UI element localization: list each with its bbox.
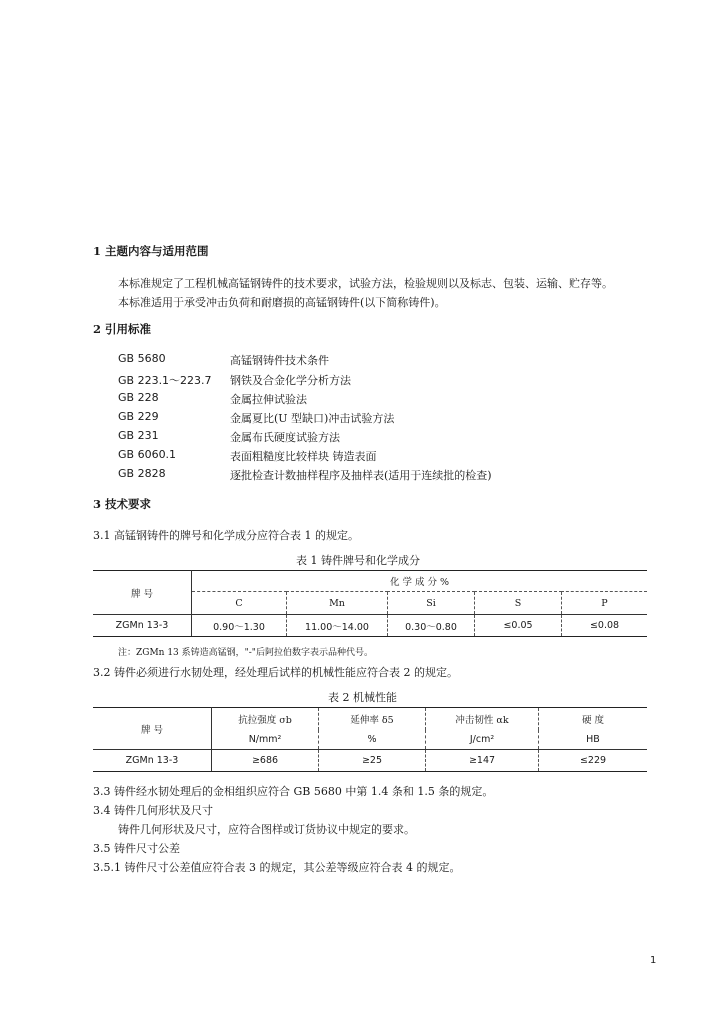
ref-code: GB 2828	[118, 467, 166, 480]
ref-code: GB 229	[118, 410, 159, 423]
page-number: 1	[650, 955, 657, 966]
table-2-unit: N/mm²	[212, 730, 319, 750]
clause-3-2: 3.2 铸件必须进行水韧处理，经处理后试样的机械性能应符合表 2 的规定。	[93, 666, 458, 679]
table-2-col-header: 硬 度	[539, 708, 648, 730]
table-2-unit: %	[319, 730, 426, 750]
ref-code: GB 223.1～223.7	[118, 374, 212, 387]
section-3-heading: 3 技术要求	[93, 497, 152, 511]
ref-code: GB 6060.1	[118, 448, 177, 461]
table-1-col-header: Si	[388, 592, 475, 615]
table-1-cell: 11.00～14.00	[287, 615, 388, 637]
table-1-col-header: S	[475, 592, 562, 615]
section-1-heading: 1 主题内容与适用范围	[93, 244, 209, 258]
table-2-caption: 表 2 机械性能	[328, 691, 397, 704]
ref-code: GB 228	[118, 391, 159, 404]
ref-title: 表面粗糙度比较样块 铸造表面	[230, 450, 377, 463]
table-1-group-header: 化 学 成 分 %	[192, 571, 648, 592]
table-2-unit: HB	[539, 730, 648, 750]
table-2-unit: J/cm²	[426, 730, 539, 750]
ref-title: 高锰钢铸件技术条件	[230, 354, 329, 367]
table-2	[93, 707, 647, 772]
ref-code: GB 231	[118, 429, 159, 442]
table-1-cell: ≤0.08	[562, 615, 648, 637]
section-1-paragraph-2: 本标准适用于承受冲击负荷和耐磨损的高锰钢铸件(以下简称铸件)。	[118, 296, 446, 309]
table-1-col-header: P	[562, 592, 648, 615]
section-2-heading: 2 引用标准	[93, 322, 152, 336]
table-1-col-header: C	[192, 592, 287, 615]
ref-title: 逐批检查计数抽样程序及抽样表(适用于连续批的检查)	[230, 469, 492, 482]
table-2-cell: ≥147	[426, 750, 539, 772]
table-1-grade-header: 牌 号	[93, 571, 192, 615]
ref-title: 金属拉伸试验法	[230, 393, 307, 406]
table-1	[93, 570, 647, 637]
table-1-cell: ≤0.05	[475, 615, 562, 637]
ref-title: 钢铁及合金化学分析方法	[230, 374, 351, 387]
table-2-col-header: 延伸率 δ5	[319, 708, 426, 730]
table-1-col-header: Mn	[287, 592, 388, 615]
clause-3-5-1: 3.5.1 铸件尺寸公差值应符合表 3 的规定，其公差等级应符合表 4 的规定。	[93, 861, 461, 874]
clause-3-4-paragraph: 铸件几何形状及尺寸，应符合图样或订货协议中规定的要求。	[118, 823, 415, 836]
table-2-cell: ZGMn 13-3	[93, 750, 212, 772]
table-2-col-header: 冲击韧性 αk	[426, 708, 539, 730]
table-1-cell: 0.90～1.30	[192, 615, 287, 637]
table-2-cell: ≤229	[539, 750, 648, 772]
ref-title: 金属夏比(U 型缺口)冲击试验方法	[230, 412, 395, 425]
table-row	[93, 615, 647, 637]
clause-3-1: 3.1 高锰钢铸件的牌号和化学成分应符合表 1 的规定。	[93, 529, 359, 542]
ref-title: 金属布氏硬度试验方法	[230, 431, 340, 444]
clause-3-3: 3.3 铸件经水韧处理后的金相组织应符合 GB 5680 中第 1.4 条和 1.5 条的规定。	[93, 785, 494, 798]
clause-3-5: 3.5 铸件尺寸公差	[93, 842, 180, 855]
section-1-paragraph-1: 本标准规定了工程机械高锰钢铸件的技术要求，试验方法，检验规则以及标志、包装、运输、贮存等。	[118, 277, 613, 290]
table-2-grade-header: 牌 号	[93, 708, 212, 750]
clause-3-4: 3.4 铸件几何形状及尺寸	[93, 804, 213, 817]
table-2-col-header: 抗拉强度 σb	[212, 708, 319, 730]
table-1-caption: 表 1 铸件牌号和化学成分	[296, 554, 420, 567]
table-1-cell: 0.30～0.80	[388, 615, 475, 637]
table-2-cell: ≥686	[212, 750, 319, 772]
table-row	[93, 750, 647, 772]
table-2-cell: ≥25	[319, 750, 426, 772]
table-1-note: 注：ZGMn 13 系铸造高锰钢，"-"后阿拉伯数字表示品种代号。	[118, 648, 373, 658]
ref-code: GB 5680	[118, 352, 166, 365]
table-1-cell: ZGMn 13-3	[93, 615, 192, 637]
